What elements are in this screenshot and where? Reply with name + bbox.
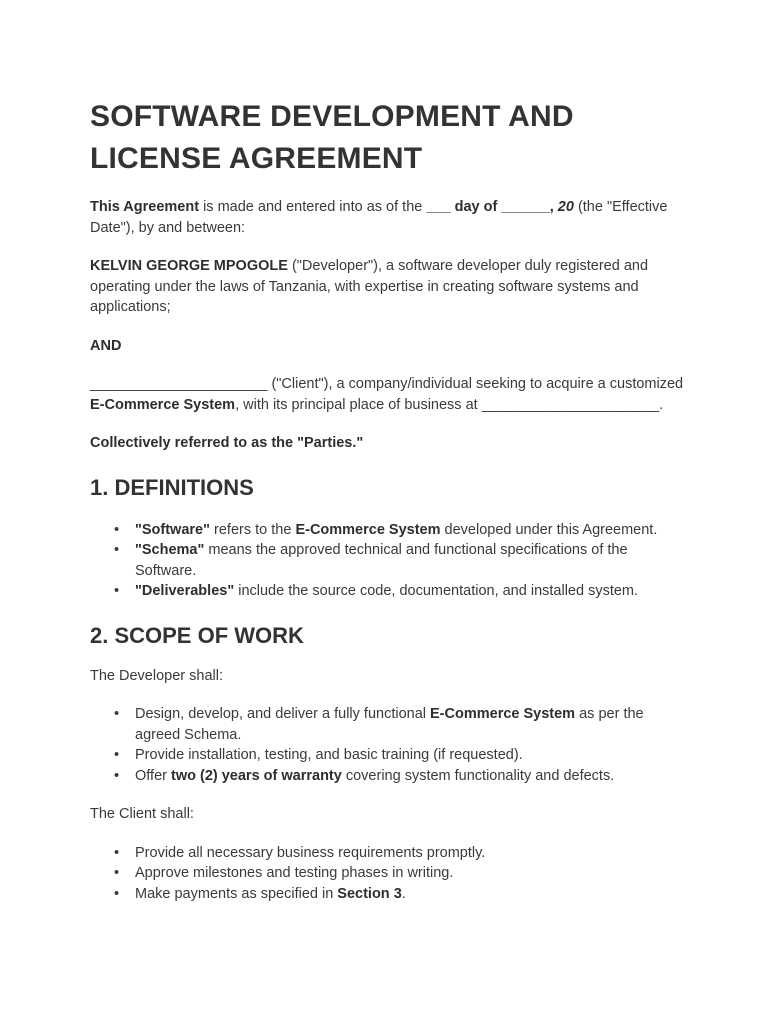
developer-text: ("Developer"), a software developer duly registered and operating under the laws of Tanzania, with expertise in creating software systems and applications;	[90, 258, 649, 315]
bullet-glyph: •	[114, 885, 120, 902]
duty-text: Provide all necessary business requirements promptly.	[135, 844, 486, 861]
and-paragraph	[90, 336, 690, 357]
collective-paragraph	[90, 433, 690, 454]
developer-paragraph	[90, 256, 690, 318]
client-end: .	[659, 396, 664, 413]
developer-shall: The Developer shall:	[90, 667, 223, 684]
client-shall: The Client shall:	[90, 806, 194, 822]
client-name-blank: ______________________	[90, 376, 268, 392]
list-item	[90, 581, 690, 602]
duty-text: Offer	[135, 767, 171, 784]
client-address-blank: ______________________	[481, 396, 660, 413]
definition-term: "Deliverables"	[135, 583, 235, 599]
scope-heading: 2. SCOPE OF WORK	[90, 622, 304, 648]
client-duties-list	[90, 843, 690, 905]
definition-text: developed under this Agreement.	[440, 521, 658, 538]
developer-name: KELVIN GEORGE MPOGOLE	[90, 258, 288, 274]
intro-text-1: is made and entered into as of the	[199, 199, 427, 215]
duty-text: Make payments as specified in	[135, 885, 338, 902]
intro-year: 20	[557, 199, 574, 215]
list-item	[90, 704, 690, 745]
list-item	[90, 884, 690, 905]
definition-bold: E-Commerce System	[295, 521, 441, 538]
intro-paragraph	[90, 197, 690, 238]
duty-text: .	[401, 885, 406, 902]
bullet-glyph: •	[114, 521, 120, 538]
client-text-1: ("Client"), a company/individual seeking to acquire a customized	[267, 376, 684, 392]
list-item	[90, 843, 690, 864]
duty-text: covering system functionality and defects.	[341, 767, 615, 784]
duty-text: Design, develop, and deliver a fully functional	[135, 706, 431, 722]
definition-term: "Schema"	[135, 542, 205, 558]
collective-text: Collectively referred to as the "Parties."	[90, 435, 364, 451]
duty-text: Approve milestones and testing phases in writing.	[135, 865, 454, 881]
list-item	[90, 863, 690, 884]
list-item	[90, 540, 690, 581]
definition-text: means the approved technical and functional specifications of the Software.	[135, 542, 628, 579]
duty-text: as per the agreed Schema.	[135, 706, 644, 743]
bullet-glyph: •	[114, 747, 120, 763]
definition-text: include the source code, documentation, and installed system.	[234, 583, 639, 599]
list-item	[90, 766, 690, 787]
bullet-glyph: •	[114, 865, 120, 881]
section-reference: Section 3	[337, 885, 402, 902]
and-label: AND	[90, 337, 122, 354]
intro-text-2: (the "Effective Date"), by and between:	[90, 199, 668, 236]
list-item	[90, 745, 690, 766]
bullet-glyph: •	[114, 844, 120, 861]
bullet-glyph: •	[114, 583, 120, 599]
definitions-heading: 1. DEFINITIONS	[90, 474, 254, 500]
bullet-glyph: •	[114, 542, 120, 558]
definition-text: refers to the	[210, 521, 296, 538]
developer-duties-list	[90, 704, 690, 786]
bullet-glyph: •	[114, 767, 120, 784]
duty-bold: two (2) years of warranty	[171, 767, 342, 784]
bullet-glyph: •	[114, 706, 120, 722]
list-item	[90, 520, 690, 541]
duty-text: Provide installation, testing, and basic training (if requested).	[135, 747, 523, 763]
client-system: E-Commerce System	[90, 396, 236, 413]
definition-term: "Software"	[135, 521, 210, 538]
duty-bold: E-Commerce System	[430, 706, 576, 722]
intro-lead: This Agreement	[90, 199, 200, 215]
client-text-2: , with its principal place of business at	[235, 396, 482, 413]
document-title: SOFTWARE DEVELOPMENT AND LICENSE AGREEMENT	[90, 100, 574, 175]
client-paragraph	[90, 374, 690, 415]
intro-day-blank: ___ day of ______,	[426, 199, 558, 215]
definitions-list	[90, 520, 690, 602]
